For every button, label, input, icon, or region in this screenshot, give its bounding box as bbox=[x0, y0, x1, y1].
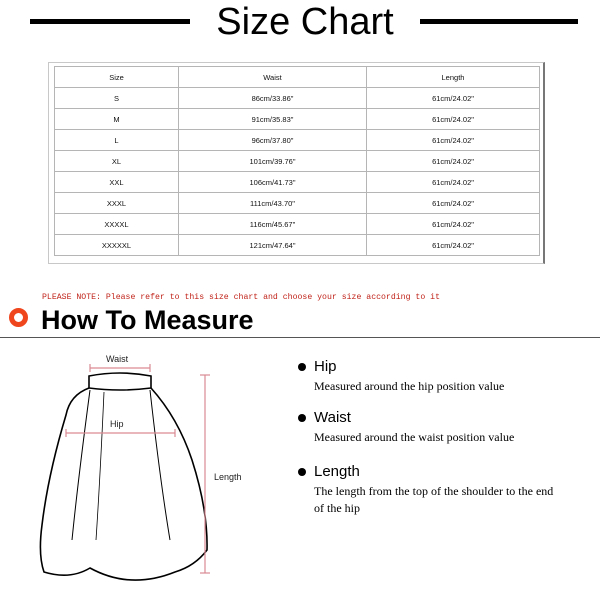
length-cell: 61cm/24.02" bbox=[367, 88, 540, 109]
measure-description: Measured around the hip position value bbox=[314, 379, 505, 393]
size-cell: L bbox=[55, 130, 179, 151]
measure-title: Length bbox=[314, 463, 360, 480]
title-rule-right bbox=[420, 19, 578, 24]
size-cell: XXXXL bbox=[55, 214, 179, 235]
length-cell: 61cm/24.02" bbox=[367, 193, 540, 214]
size-cell: XL bbox=[55, 151, 179, 172]
length-cell: 61cm/24.02" bbox=[367, 109, 540, 130]
size-chart-title: Size Chart bbox=[216, 1, 394, 43]
measure-description: Measured around the waist position value bbox=[314, 430, 515, 444]
length-label: Length bbox=[214, 472, 242, 482]
measure-title: Hip bbox=[314, 358, 337, 375]
table-row bbox=[55, 193, 540, 214]
bullet-icon bbox=[298, 468, 306, 476]
size-cell: XXL bbox=[55, 172, 179, 193]
measure-title: Waist bbox=[314, 409, 351, 426]
skirt-pleat bbox=[96, 392, 104, 540]
waist-cell: 106cm/41.73" bbox=[179, 172, 367, 193]
length-cell: 61cm/24.02" bbox=[367, 172, 540, 193]
waist-cell: 116cm/45.67" bbox=[179, 214, 367, 235]
measure-description: The length from the top of the shoulder to the end of the hip bbox=[314, 484, 554, 515]
size-chart-table-frame bbox=[48, 62, 545, 264]
table-row bbox=[55, 235, 540, 256]
waist-cell: 86cm/33.86" bbox=[179, 88, 367, 109]
skirt-waistband bbox=[89, 373, 151, 390]
table-row bbox=[55, 214, 540, 235]
table-header-row bbox=[55, 67, 540, 88]
length-cell: 61cm/24.02" bbox=[367, 130, 540, 151]
size-chart-table bbox=[54, 66, 540, 256]
waist-cell: 111cm/43.70" bbox=[179, 193, 367, 214]
column-header-waist: Waist bbox=[179, 67, 367, 88]
size-note: PLEASE NOTE: Please refer to this size chart and choose your size according to it bbox=[42, 293, 440, 302]
bullet-icon bbox=[298, 414, 306, 422]
skirt-outline bbox=[40, 388, 207, 580]
waist-cell: 101cm/39.76" bbox=[179, 151, 367, 172]
bullet-icon bbox=[298, 363, 306, 371]
waist-cell: 91cm/35.83" bbox=[179, 109, 367, 130]
column-header-length: Length bbox=[367, 67, 540, 88]
ring-bullet-icon bbox=[9, 308, 28, 327]
size-cell: XXXXXL bbox=[55, 235, 179, 256]
size-cell: S bbox=[55, 88, 179, 109]
how-to-measure-heading: How To Measure bbox=[41, 305, 254, 335]
table-row bbox=[55, 151, 540, 172]
size-cell: XXXL bbox=[55, 193, 179, 214]
skirt-diagram bbox=[0, 340, 300, 600]
skirt-pleat bbox=[72, 390, 90, 540]
table-row bbox=[55, 88, 540, 109]
table-row bbox=[55, 172, 540, 193]
length-cell: 61cm/24.02" bbox=[367, 214, 540, 235]
title-rule-left bbox=[30, 19, 190, 24]
hip-label: Hip bbox=[110, 419, 124, 429]
table-row bbox=[55, 109, 540, 130]
waist-label: Waist bbox=[106, 354, 129, 364]
length-cell: 61cm/24.02" bbox=[367, 235, 540, 256]
waist-cell: 96cm/37.80" bbox=[179, 130, 367, 151]
table-row bbox=[55, 130, 540, 151]
skirt-pleat bbox=[150, 390, 170, 540]
length-cell: 61cm/24.02" bbox=[367, 151, 540, 172]
column-header-size: Size bbox=[55, 67, 179, 88]
waist-cell: 121cm/47.64" bbox=[179, 235, 367, 256]
heading-divider bbox=[0, 337, 600, 338]
size-cell: M bbox=[55, 109, 179, 130]
